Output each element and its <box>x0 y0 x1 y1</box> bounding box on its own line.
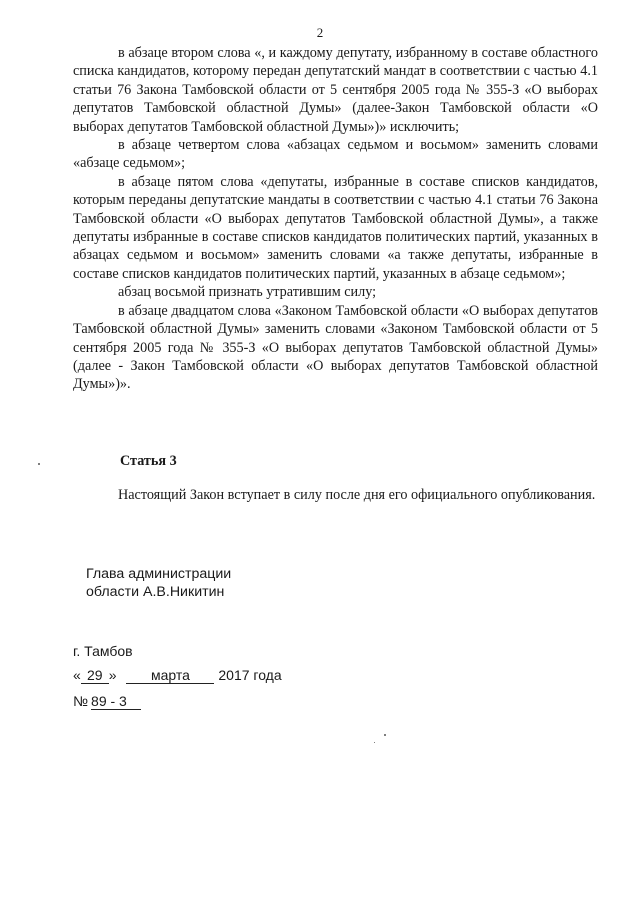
paragraph-3: в абзаце пятом слова «депутаты, избранные в составе списков кандидатов, которым переданы депутатские мандаты в соответствии с частью 4.1 статьи 76 Закона Тамбовской области «О выборах депутатов Тамбовской областной Думы», а также депутаты избранные в составе списков кандидатов политических партий, указанных в абзацах седьмом и восьмом» заменить словами «а также депутаты, избранные в составе списков кандидатов политических партий, указанных в абзаце седьмом»; <box>73 173 598 282</box>
paragraph-4: абзац восьмой признать утратившим силу; <box>118 284 377 301</box>
signature-title: Глава администрации <box>86 566 232 582</box>
signature-name: области А.В.Никитин <box>86 584 225 600</box>
article-heading: Статья 3 <box>120 453 177 469</box>
signing-date <box>73 667 282 684</box>
scan-speck <box>384 734 386 736</box>
date-open-quote: « <box>73 667 81 683</box>
amendments-text <box>73 44 598 394</box>
law-number <box>73 693 141 710</box>
date-close-quote: » <box>108 667 117 683</box>
page-number: 2 <box>316 25 324 40</box>
scan-speck <box>38 463 40 465</box>
paragraph-5: в абзаце двадцатом слова «Законом Тамбовской области «О выборах депутатов Тамбовской областной Думы» заменить словами «Законом Тамбовской области от 5 сентября 2005 года № 355-З «О выборах депутатов Тамбовской областной Думы» (далее - Закон Тамбовской области «О выборах депутатов Тамбовской областной Думы»)». <box>73 302 598 393</box>
place-of-signing: г. Тамбов <box>73 643 133 659</box>
number-sign: № <box>73 693 89 709</box>
date-month: марта <box>126 668 214 684</box>
paragraph-2: в абзаце четвертом слова «абзацах седьмом и восьмом» заменить словами «абзаце седьмом»; <box>73 137 598 172</box>
article-text: Настоящий Закон вступает в силу после дня его официального опубликования. <box>118 487 596 503</box>
paragraph-1: в абзаце втором слова «, и каждому депутату, избранному в составе областного списка кандидатов, которому передан депутатский мандат в соответствии с частью 4.1 статьи 76 Закона Тамбовской области от 5 сентября 2005 года № 355-З «О выборах депутатов Тамбовской областной Думы» (далее-Закон Тамбовской области «О выборах депутатов Тамбовской областной Думы»)» исключить; <box>73 45 598 135</box>
date-day: 29 <box>81 668 109 684</box>
date-year: 2017 года <box>218 667 282 683</box>
law-number-value: 89 - 3 <box>91 694 141 710</box>
signature-block <box>86 565 231 601</box>
scan-speck <box>374 742 375 743</box>
